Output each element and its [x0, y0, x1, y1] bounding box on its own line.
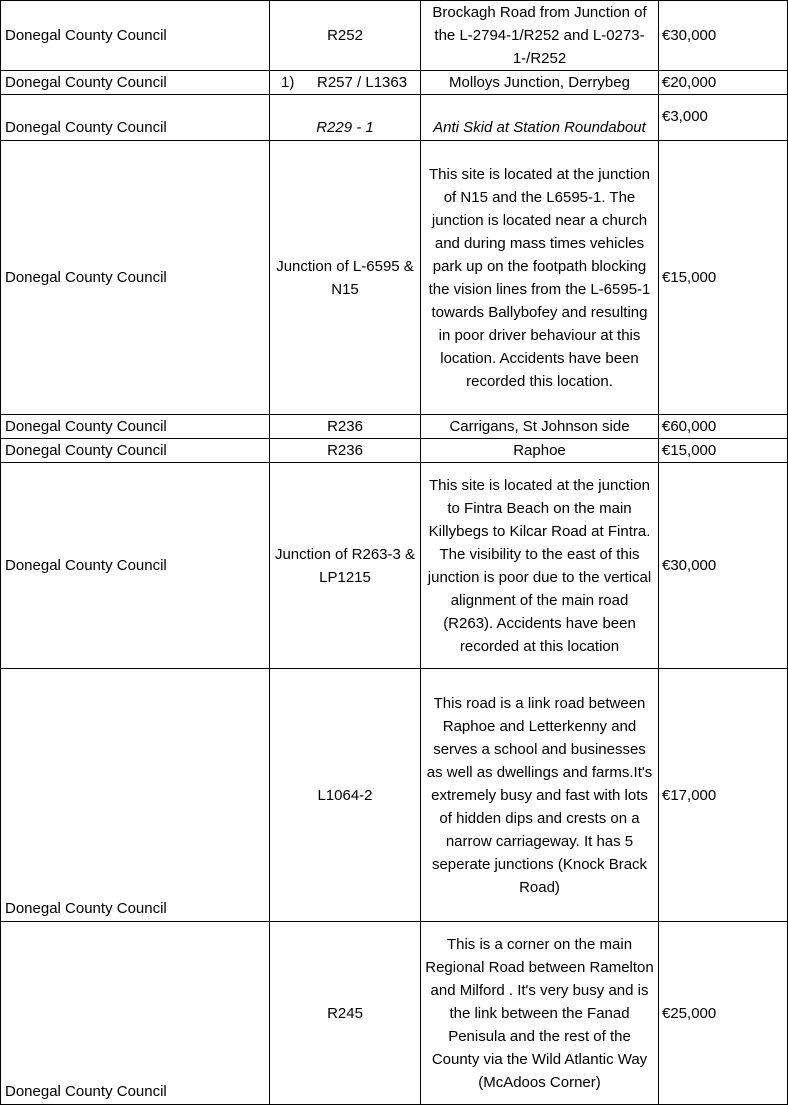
cost-cell: €60,000 [659, 415, 788, 439]
description-cell: This road is a link road between Raphoe and Letterkenny and serves a school and businesses as well as dwellings and farms.It's extremely busy and fast with lots of hidden dips and crests on a narrow carriageway. It has 5 seperate junctions (Knock Brack Road) [421, 669, 659, 922]
council-cell: Donegal County Council [1, 141, 270, 415]
council-cell: Donegal County Council [1, 71, 270, 95]
council-cell: Donegal County Council [1, 439, 270, 463]
council-cell: Donegal County Council [1, 1, 270, 71]
road-cell: R229 - 1 [270, 95, 421, 141]
description-cell: Raphoe [421, 439, 659, 463]
description-cell: Brockagh Road from Junction of the L-2794-1/R252 and L-0273-1-/R252 [421, 1, 659, 71]
cost-cell: €3,000 [659, 95, 788, 141]
road-cell: Junction of L-6595 & N15 [270, 141, 421, 415]
description-cell: This is a corner on the main Regional Road between Ramelton and Milford . It's very busy and is the link between the Fanad Penisula and the rest of the County via the Wild Atlantic Way (McAdoos Corner) [421, 922, 659, 1105]
council-cell: Donegal County Council [1, 415, 270, 439]
table-row [1, 95, 788, 141]
road-cell [270, 71, 421, 95]
table-row [1, 922, 788, 1105]
table-row [1, 415, 788, 439]
description-cell: Carrigans, St Johnson side [421, 415, 659, 439]
table-row [1, 1, 788, 71]
description-cell: This site is located at the junction of N15 and the L6595-1. The junction is located near a church and during mass times vehicles park up on the footpath blocking the vision lines from the L-6595-1 towards Ballybofey and resulting in poor driver behaviour at this location. Accidents have been recorded this location. [421, 141, 659, 415]
council-cell: Donegal County Council [1, 95, 270, 141]
cost-cell: €30,000 [659, 1, 788, 71]
cost-cell: €30,000 [659, 463, 788, 669]
cost-cell: €25,000 [659, 922, 788, 1105]
council-cell: Donegal County Council [1, 669, 270, 922]
road-cell: R236 [270, 439, 421, 463]
table-row [1, 71, 788, 95]
table-row [1, 463, 788, 669]
cost-cell: €20,000 [659, 71, 788, 95]
table-row [1, 669, 788, 922]
road-cell: L1064-2 [270, 669, 421, 922]
description-cell: Anti Skid at Station Roundabout [421, 95, 659, 141]
description-cell: This site is located at the junction to Fintra Beach on the main Killybegs to Kilcar Road at Fintra. The visibility to the east of this junction is poor due to the vertical alignment of the main road (R263). Accidents have been recorded at this location [421, 463, 659, 669]
cost-cell: €15,000 [659, 439, 788, 463]
table-row [1, 141, 788, 415]
cost-cell: €15,000 [659, 141, 788, 415]
council-cell: Donegal County Council [1, 463, 270, 669]
road-cell: R245 [270, 922, 421, 1105]
road-number: 1) [281, 74, 295, 91]
table-row [1, 439, 788, 463]
road-cell: R236 [270, 415, 421, 439]
road-label: R257 / L1363 [317, 74, 408, 91]
road-cell: Junction of R263-3 & LP1215 [270, 463, 421, 669]
road-cell: R252 [270, 1, 421, 71]
council-cell: Donegal County Council [1, 922, 270, 1105]
cost-cell: €17,000 [659, 669, 788, 922]
description-cell: Molloys Junction, Derrybeg [421, 71, 659, 95]
